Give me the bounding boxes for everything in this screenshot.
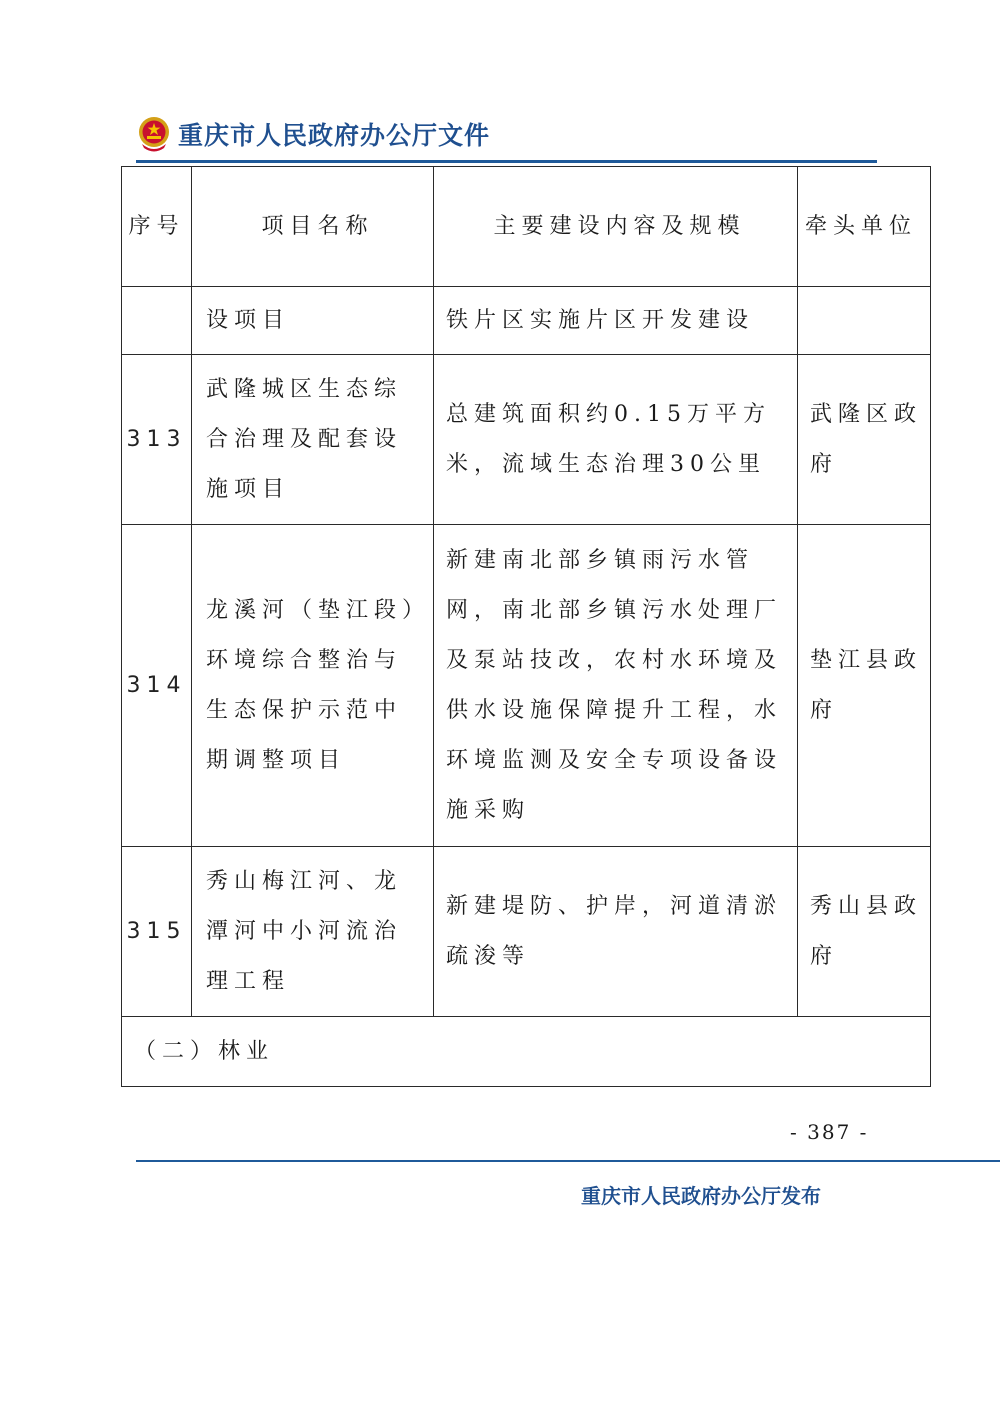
row-name: 武隆城区生态综合治理及配套设施项目 (192, 355, 434, 525)
document-header (136, 112, 490, 156)
header-rule (136, 160, 877, 163)
table-header-row (122, 167, 931, 287)
table-row (122, 355, 931, 525)
row-content: 总建筑面积约0.15万平方米，流域生态治理30公里 (434, 355, 798, 525)
page-number: - 387 - (790, 1120, 869, 1144)
column-header-seq: 序号 (122, 167, 192, 287)
column-header-unit: 牵头单位 (798, 167, 931, 287)
row-seq (122, 287, 192, 355)
table-row (122, 847, 931, 1017)
section-heading: （二）林业 (122, 1017, 931, 1087)
table-row (122, 525, 931, 847)
column-header-content: 主要建设内容及规模 (434, 167, 798, 287)
row-seq: 315 (122, 847, 192, 1017)
row-seq: 313 (122, 355, 192, 525)
national-emblem-icon (136, 114, 172, 154)
row-content: 铁片区实施片区开发建设 (434, 287, 798, 355)
row-unit: 秀山县政府 (798, 847, 931, 1017)
section-row (122, 1017, 931, 1087)
row-unit: 武隆区政府 (798, 355, 931, 525)
column-header-name: 项目名称 (192, 167, 434, 287)
row-name: 秀山梅江河、龙潭河中小河流治理工程 (192, 847, 434, 1017)
footer-rule (136, 1160, 1000, 1162)
row-seq: 314 (122, 525, 192, 847)
row-content: 新建堤防、护岸，河道清淤疏浚等 (434, 847, 798, 1017)
table-row-continued (122, 287, 931, 355)
footer-publisher: 重庆市人民政府办公厅发布 (581, 1184, 821, 1208)
project-table (121, 166, 931, 1087)
document-header-title: 重庆市人民政府办公厅文件 (178, 121, 491, 150)
row-unit (798, 287, 931, 355)
row-name: 设项目 (192, 287, 434, 355)
row-name: 龙溪河（垫江段）环境综合整治与生态保护示范中期调整项目 (192, 525, 434, 847)
row-unit: 垫江县政府 (798, 525, 931, 847)
row-content: 新建南北部乡镇雨污水管网，南北部乡镇污水处理厂及泵站技改，农村水环境及供水设施保障提升工程，水环境监测及安全专项设备设施采购 (434, 525, 798, 847)
